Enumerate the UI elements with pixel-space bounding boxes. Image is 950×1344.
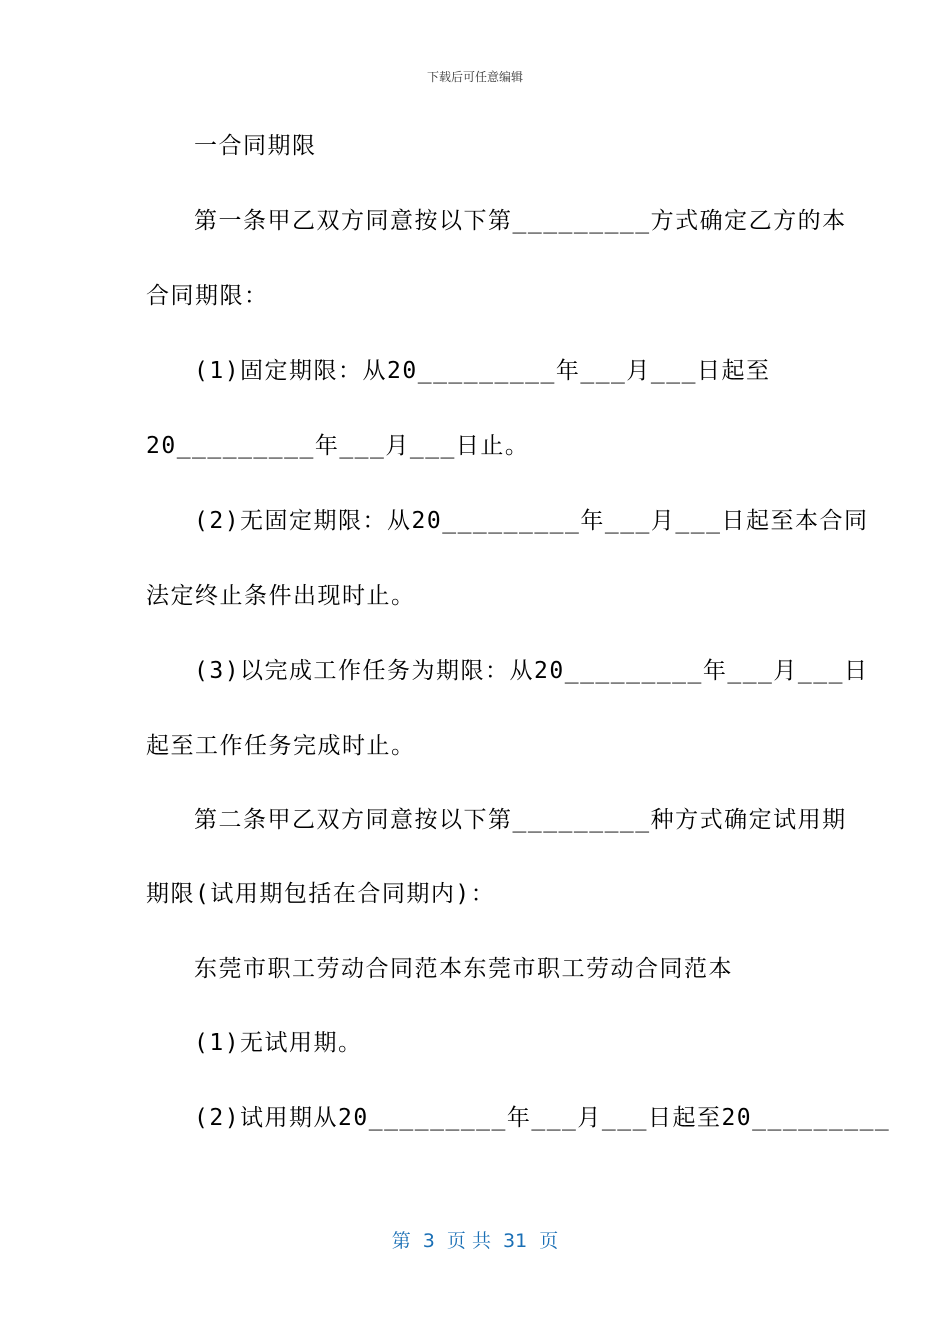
paragraph-line: (1)无试用期。	[194, 1030, 363, 1056]
paragraph-line: (1)固定期限：从20_________年___月___日起至	[194, 358, 771, 384]
page-footer: 第 3 页 共 31 页	[391, 1230, 559, 1252]
paragraph-line: (2)试用期从20_________年___月___日起至20_________	[194, 1105, 891, 1131]
paragraph-line: 20_________年___月___日止。	[146, 433, 530, 459]
paragraph-line: 起至工作任务完成时止。	[146, 733, 416, 759]
page-header: 下载后可任意编辑	[426, 70, 523, 84]
section-heading: 一合同期限	[194, 133, 317, 159]
paragraph-line: (3)以完成工作任务为期限：从20_________年___月___日	[194, 658, 869, 684]
paragraph-line: 合同期限：	[146, 283, 269, 309]
paragraph-line: 东莞市职工劳动合同范本东莞市职工劳动合同范本	[194, 956, 733, 982]
paragraph-line: 法定终止条件出现时止。	[146, 583, 416, 609]
paragraph-line: (2)无固定期限：从20_________年___月___日起至本合同	[194, 508, 869, 534]
paragraph-line: 第一条甲乙双方同意按以下第_________方式确定乙方的本	[194, 208, 847, 234]
paragraph-line: 期限(试用期包括在合同期内)：	[146, 881, 496, 907]
paragraph-line: 第二条甲乙双方同意按以下第_________种方式确定试用期	[194, 807, 847, 833]
